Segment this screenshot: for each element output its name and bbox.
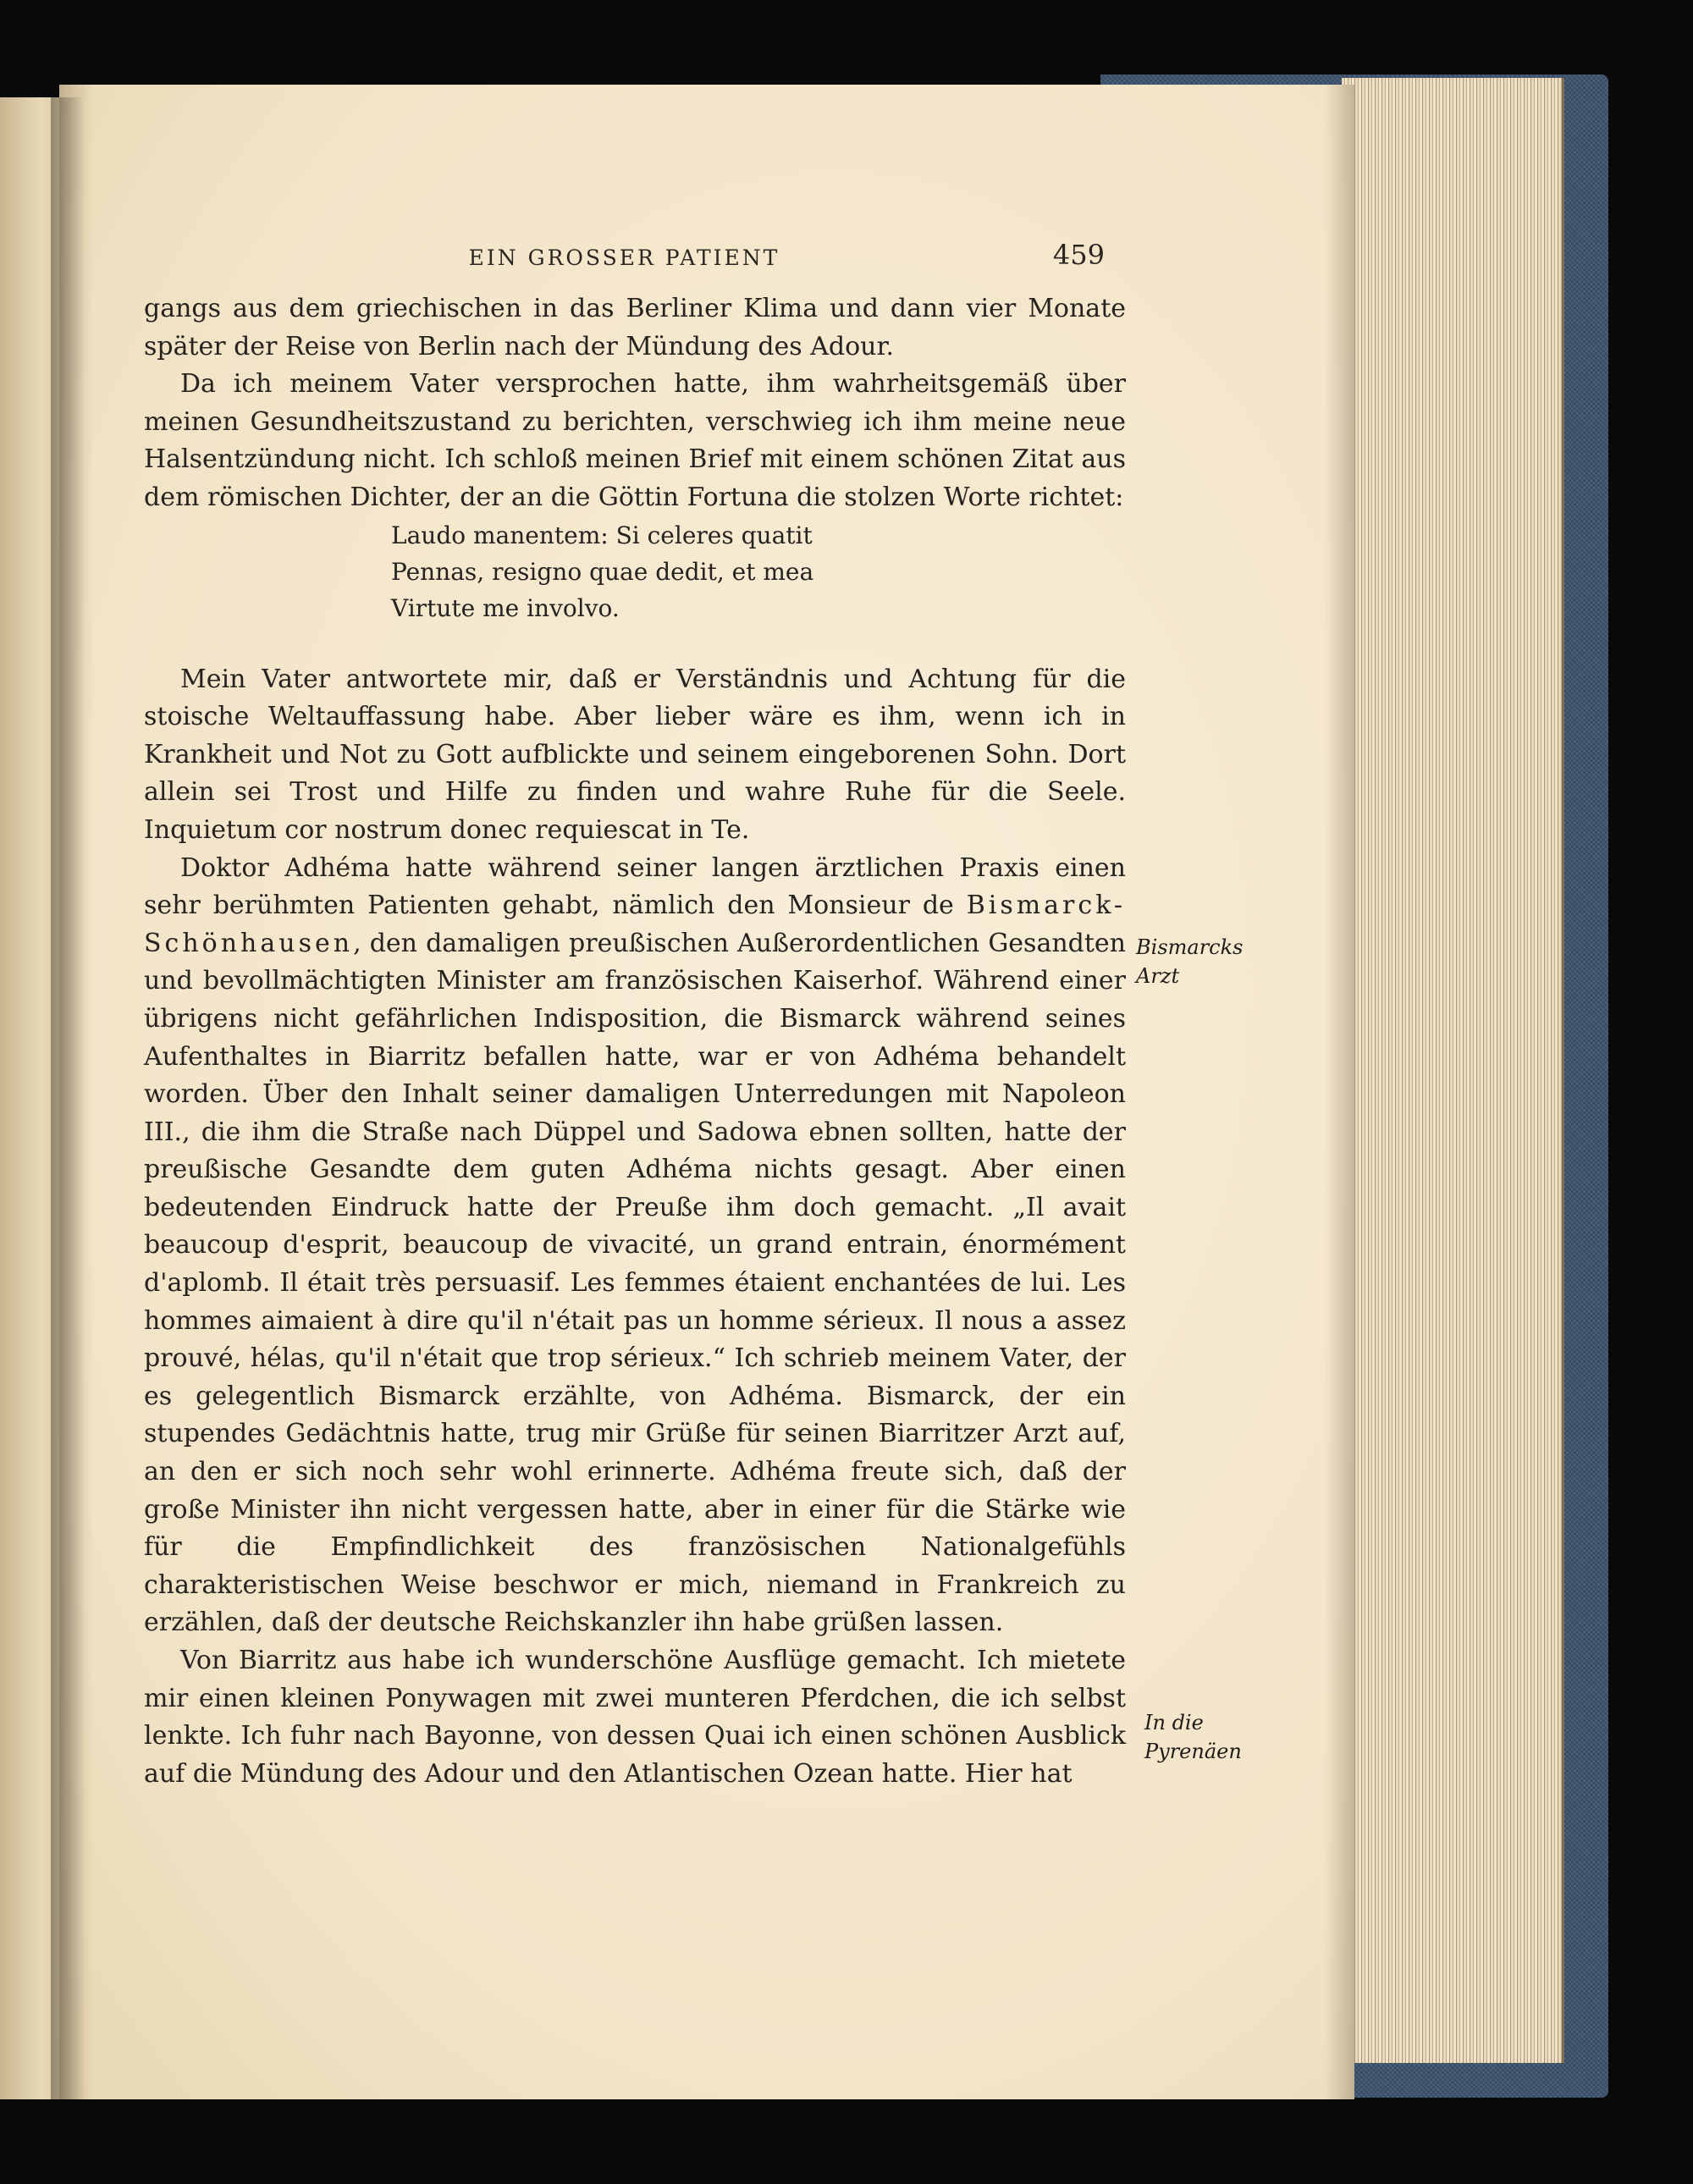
- margin-note-pyrenees: [1144, 1708, 1242, 1766]
- body-text: [144, 290, 1126, 1793]
- page-curl-shadow: [1325, 85, 1354, 2099]
- page-number: 459: [1052, 239, 1105, 271]
- paragraph: gangs aus dem griechischen in das Berliner Klima und dann vier Monate später der Reise von Berlin nach der Mündung des Adour.: [144, 294, 1126, 361]
- spaced-name: Bismarck-Schönhausen: [144, 891, 1126, 958]
- spine-shadow: [51, 97, 85, 2099]
- page-header: [144, 239, 1105, 276]
- paragraph: Mein Vater antwortete mir, daß er Verständnis und Achtung für die stoische Weltauffassung habe. Aber lieber wäre es ihm, wenn ich in Krankheit und Not zu Gott aufblickte und seinem eingeborenen Sohn. Dort allein sei Trost und Hilfe zu finden und wahre Ruhe für die Seele. Inquietum cor nostrum donec requiescat in Te.: [144, 664, 1126, 845]
- page-edges: [1342, 78, 1564, 2063]
- verse-quote: [391, 517, 1126, 626]
- paragraph: Von Biarritz aus habe ich wunderschöne Ausflüge gemacht. Ich mietete mir einen kleinen Ponywagen mit zwei munteren Pferdchen, die ich selbst lenkte. Ich fuhr nach Bayonne, von dessen Quai ich einen schönen Ausblick auf die Mündung des Adour und den Atlantischen Ozean hatte. Hier hat: [144, 1646, 1126, 1789]
- paragraph: Da ich meinem Vater versprochen hatte, ihm wahrheitsgemäß über meinen Gesundheitszustand zu berichten, verschwieg ich ihm meine neue Halsentzündung nicht. Ich schloß meinen Brief mit einem schönen Zitat aus dem römischen Dichter, der an die Göttin Fortuna die stolzen Worte richtet:: [144, 369, 1126, 512]
- running-title: EIN GROSSER PATIENT: [468, 245, 780, 270]
- verse-line: Laudo manentem: Si celeres quatit: [391, 521, 813, 549]
- margin-note-line: In die: [1144, 1711, 1204, 1735]
- margin-note-line: Arzt: [1136, 964, 1180, 988]
- paragraph-text: , den damaligen preußischen Außerordentlichen Gesandten und bevollmächtigten Minister am französischen Kaiserhof. Während einer übrigens nicht gefährlichen Indisposition, die Bismarck während seines Aufenthaltes in Biarritz befallen hatte, war er von Adhéma behandelt worden. Über den Inhalt seiner damaligen Unterredungen mit Napoleon III., die ihm die Straße nach Düppel und Sadowa ebnen sollten, hatte der preußische Gesandte dem guten Adhéma nichts gesagt. Aber einen bedeutenden Eindruck hatte der Preuße ihm doch gemacht. „Il avait beaucoup d'esprit, beaucoup de vivacité, un grand entrain, énormément d'aplomb. Il était très persuasif. Les femmes étaient enchantées de lui. Les hommes aimaient à dire qu'il n'était pas un homme sérieux. Il nous a assez prouvé, hélas, qu'il n'était que trop sérieux.“ Ich schrieb meinem Vater, der es gelegentlich Bismarck erzählte, von Adhéma. Bismarck, der ein stupendes Gedächtnis hatte, trug mir Grüße für seinen Biarritzer Arzt auf, an den er sich noch sehr wohl erinnerte. Adhéma freute sich, daß der große Minister ihn nicht vergessen hatte, aber in einer für die Stärke wie für die Empfindlichkeit des französischen Nationalgefühls charakteristischen Weise beschwor er mich, niemand in Frankreich zu erzählen, daß der deutsche Reichskanzler ihn habe grüßen lassen.: [144, 928, 1126, 1638]
- verse-line: Virtute me involvo.: [391, 593, 620, 622]
- margin-note-line: Pyrenäen: [1144, 1740, 1242, 1763]
- verse-line: Pennas, resigno quae dedit, et mea: [391, 557, 814, 586]
- margin-note-bismarck: [1136, 933, 1243, 990]
- paragraph: [144, 850, 1126, 1642]
- margin-note-line: Bismarcks: [1136, 935, 1244, 959]
- paragraph-text: Doktor Adhéma hatte während seiner langen ärztlichen Praxis einen sehr berühmten Patienten gehabt, nämlich den Monsieur de: [144, 852, 1126, 921]
